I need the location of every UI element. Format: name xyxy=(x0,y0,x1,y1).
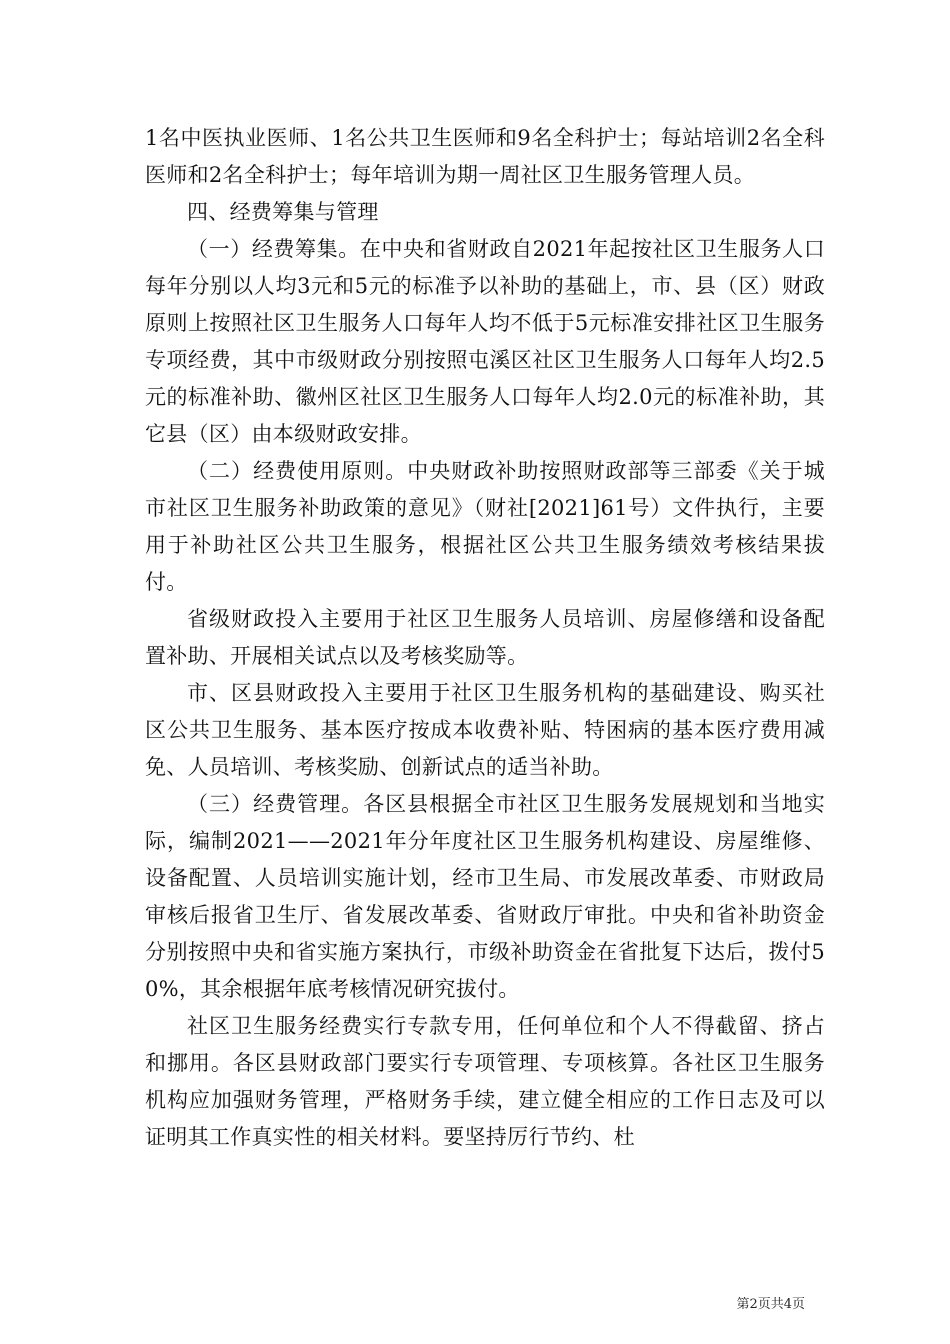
section-heading-funding: 四、经费筹集与管理 xyxy=(187,200,379,224)
page-number: 第2页共4页 xyxy=(736,1297,805,1312)
paragraph-dedicated-funds: 社区卫生服务经费实行专款专用，任何单位和个人不得截留、挤占和挪用。各区县财政部门要实行专项管理、专项核算。各社区卫生服务机构应加强财务管理，严格财务手续，建立健全相应的工作日志及可以证明其工作真实性的相关材料。要坚持厉行节约、杜 xyxy=(145,1014,825,1149)
document-body xyxy=(145,120,825,1156)
paragraph-provincial-investment: 省级财政投入主要用于社区卫生服务人员培训、房屋修缮和设备配置补助、开展相关试点以及考核奖励等。 xyxy=(145,607,825,668)
paragraph-training-continuation: 1名中医执业医师、1名公共卫生医师和9名全科护士；每站培训2名全科医师和2名全科护士；每年培训为期一周社区卫生服务管理人员。 xyxy=(145,126,825,187)
paragraph-city-investment: 市、区县财政投入主要用于社区卫生服务机构的基础建设、购买社区公共卫生服务、基本医疗按成本收费补贴、特困病的基本医疗费用减免、人员培训、考核奖励、创新试点的适当补助。 xyxy=(145,681,825,779)
paragraph-funding-raising: （一）经费筹集。在中央和省财政自2021年起按社区卫生服务人口每年分别以人均3元和5元的标准予以补助的基础上，市、县（区）财政原则上按照社区卫生服务人口每年人均不低于5元标准安排社区卫生服务专项经费，其中市级财政分别按照屯溪区社区卫生服务人口每年人均2.5元的标准补助、徽州区社区卫生服务人口每年人均2.0元的标准补助，其它县（区）由本级财政安排。 xyxy=(145,237,825,446)
paragraph-funding-management: （三）经费管理。各区县根据全市社区卫生服务发展规划和当地实际，编制2021——2021年分年度社区卫生服务机构建设、房屋维修、设备配置、人员培训实施计划，经市卫生局、市发展改革委、市财政局审核后报省卫生厅、省发展改革委、省财政厅审批。中央和省补助资金分别按照中央和省实施方案执行，市级补助资金在省批复下达后，拨付50%，其余根据年底考核情况研究拔付。 xyxy=(145,792,825,1001)
paragraph-funding-principles: （二）经费使用原则。中央财政补助按照财政部等三部委《关于城市社区卫生服务补助政策的意见》（财社[2021]61号）文件执行，主要用于补助社区公共卫生服务，根据社区公共卫生服务绩效考核结果拔付。 xyxy=(145,459,825,594)
